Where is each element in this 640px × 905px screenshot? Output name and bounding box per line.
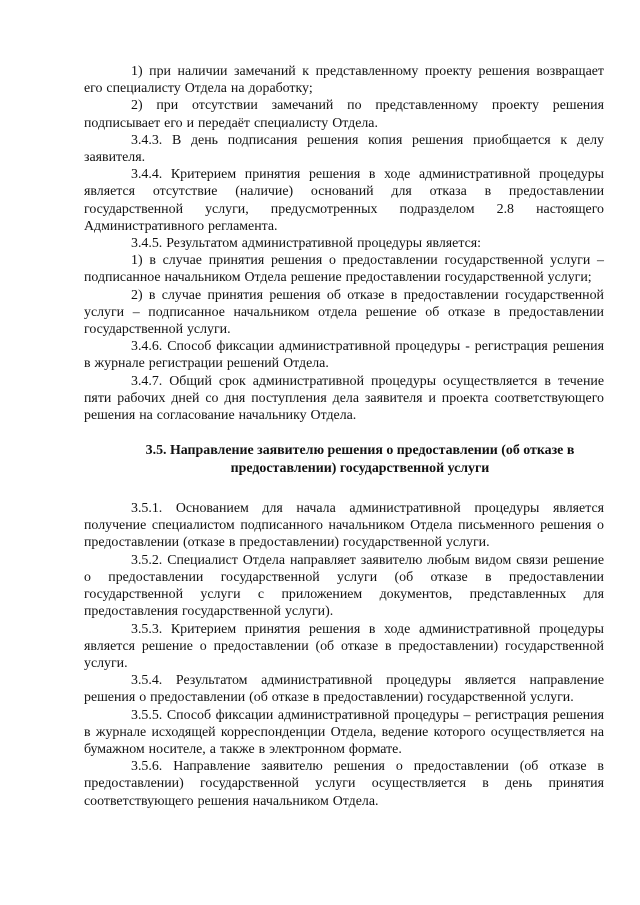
paragraph-item-2: 2) при отсутствии замечаний по представленному проекту решения подписывает его и передаёт специалисту Отдела. <box>84 98 604 131</box>
paragraph-3-5-2: 3.5.2. Специалист Отдела направляет заявителю любым видом связи решение о предоставлении государственной услуги (об отказе в предоставлении государственной услуги с приложением документов, представленных для предоставления государственной услуги). <box>84 552 604 620</box>
paragraph-3-5-4: 3.5.4. Результатом административной процедуры является направление решения о предоставлении (об отказе в предоставлении) государственной услуги. <box>84 673 604 706</box>
section-heading-3-5: 3.5. Направление заявителю решения о предоставлении (об отказе в предоставлении) государственной услуги <box>145 443 575 476</box>
paragraph-3-4-5-item-1: 1) в случае принятия решения о предоставлении государственной услуги – подписанное начальником Отдела решение предоставлении государственной услуги; <box>84 253 604 286</box>
paragraph-3-4-7: 3.4.7. Общий срок административной процедуры осуществляется в течение пяти рабочих дней со дня поступления дела заявителя и проекта соответствующего решения на согласование начальнику Отдела. <box>84 373 604 424</box>
paragraph-3-4-3: 3.4.3. В день подписания решения копия решения приобщается к делу заявителя. <box>84 132 604 166</box>
paragraph-3-5-1: 3.5.1. Основанием для начала административной процедуры является получение специалистом подписанного начальником Отдела письменного решения о предоставлении (отказе в предоставлении) государственной услуги. <box>84 501 604 551</box>
paragraph-3-5-5: 3.5.5. Способ фиксации административной процедуры – регистрация решения в журнале исходящей корреспонденции Отдела, ведение которого осуществляется на бумажном носителе, а также в электронном формате. <box>84 707 604 757</box>
paragraph-3-4-5: 3.4.5. Результатом административной процедуры является: <box>131 236 481 252</box>
paragraph-3-4-5-item-2: 2) в случае принятия решения об отказе в предоставлении государственной услуги – подписанное начальником отдела решение об отказе в предоставлении государственной услуги. <box>84 287 604 338</box>
paragraph-3-4-4: 3.4.4. Критерием принятия решения в ходе административной процедуры является отсутствие (наличие) оснований для отказа в предоставлении государственной услуги, предусмотренных подразделом 2.8 настоящего Административного регламента. <box>84 167 604 234</box>
paragraph-3-5-3: 3.5.3. Критерием принятия решения в ходе административной процедуры является решение о предоставлении (об отказе в предоставлении) государственной услуги. <box>84 621 604 671</box>
paragraph-3-5-6: 3.5.6. Направление заявителю решения о предоставлении (об отказе в предоставлении) государственной услуги осуществляется в день принятия соответствующего решения начальником Отдела. <box>84 759 604 809</box>
paragraph-3-4-6: 3.4.6. Способ фиксации административной процедуры - регистрация решения в журнале регистрации решений Отдела. <box>84 339 604 372</box>
paragraph-item-1: 1) при наличии замечаний к представленному проекту решения возвращает его специалисту Отдела на доработку; <box>84 64 604 97</box>
